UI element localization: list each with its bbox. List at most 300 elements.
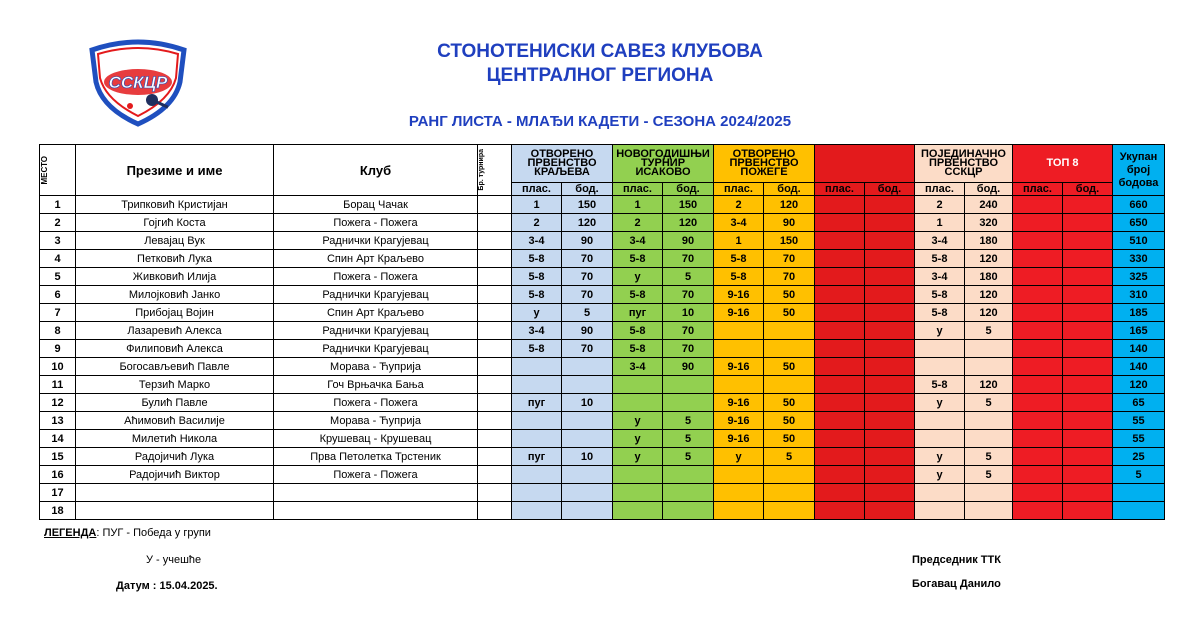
table-row	[40, 340, 1165, 358]
cell-result-place	[1013, 502, 1063, 520]
cell-result-place	[815, 412, 865, 430]
cell-result-place	[512, 484, 562, 502]
sub-place: плас.	[815, 183, 865, 196]
cell-result-place: у	[714, 448, 764, 466]
cell-result-place	[1013, 214, 1063, 232]
header-line2: ЦЕНТРАЛНОГ РЕГИОНА	[486, 65, 714, 86]
cell-result-place: 9-16	[714, 412, 764, 430]
cell-result-place	[815, 466, 865, 484]
cell-result-place: 5-8	[714, 268, 764, 286]
table-row	[40, 502, 1165, 520]
cell-place: 15	[40, 448, 76, 466]
cell-result-points: 5	[562, 304, 613, 322]
cell-result-points: 70	[562, 250, 613, 268]
cell-total: 25	[1113, 448, 1165, 466]
cell-club: Раднички Крагујевац	[274, 286, 478, 304]
cell-result-place	[613, 376, 663, 394]
table-row	[40, 232, 1165, 250]
cell-count	[478, 322, 512, 340]
cell-result-place	[613, 394, 663, 412]
cell-result-place: 9-16	[714, 430, 764, 448]
cell-result-points: 120	[562, 214, 613, 232]
cell-result-points	[562, 412, 613, 430]
cell-name: Милетић Никола	[76, 430, 274, 448]
cell-result-place: 3-4	[512, 232, 562, 250]
cell-count	[478, 268, 512, 286]
legend-line2: У - учешће	[146, 554, 202, 566]
cell-place: 4	[40, 250, 76, 268]
cell-result-points	[965, 484, 1013, 502]
cell-total: 185	[1113, 304, 1165, 322]
cell-result-place	[815, 214, 865, 232]
cell-total: 325	[1113, 268, 1165, 286]
cell-result-points	[1063, 214, 1113, 232]
cell-place: 11	[40, 376, 76, 394]
cell-result-points: 10	[562, 394, 613, 412]
cell-result-points	[663, 484, 714, 502]
cell-result-place: 2	[613, 214, 663, 232]
cell-result-points	[865, 268, 915, 286]
cell-result-place	[512, 412, 562, 430]
cell-result-points	[865, 412, 915, 430]
cell-result-place: 5-8	[915, 250, 965, 268]
cell-club: Морава - Ћуприја	[274, 358, 478, 376]
cell-result-points: 120	[965, 250, 1013, 268]
tournament-header-ssk: ПОЈЕДИНАЧНО ПРВЕНСТВО ССКЦР	[915, 145, 1013, 183]
tournament-header-empty	[815, 145, 915, 183]
cell-result-place: 5-8	[915, 304, 965, 322]
cell-result-place	[512, 430, 562, 448]
cell-name: Филиповић Алекса	[76, 340, 274, 358]
cell-club: Морава - Ћуприја	[274, 412, 478, 430]
cell-place: 16	[40, 466, 76, 484]
cell-result-points: 120	[764, 196, 815, 214]
cell-club: Пожега - Пожега	[274, 214, 478, 232]
cell-result-points	[1063, 502, 1113, 520]
cell-result-place	[815, 358, 865, 376]
cell-result-place	[1013, 232, 1063, 250]
cell-result-place	[915, 340, 965, 358]
cell-result-place	[915, 412, 965, 430]
cell-result-points: 5	[965, 322, 1013, 340]
cell-result-place: у	[512, 304, 562, 322]
cell-total: 55	[1113, 412, 1165, 430]
cell-result-place	[613, 502, 663, 520]
table-row	[40, 394, 1165, 412]
cell-result-points: 5	[764, 448, 815, 466]
cell-club: Пожега - Пожега	[274, 394, 478, 412]
cell-result-place: 5-8	[613, 286, 663, 304]
cell-result-points: 5	[663, 268, 714, 286]
cell-name: Трипковић Кристијан	[76, 196, 274, 214]
table-row	[40, 430, 1165, 448]
cell-result-points	[663, 376, 714, 394]
cell-result-points	[865, 214, 915, 232]
legend-pug: : ПУГ - Победа у групи	[96, 527, 211, 539]
cell-name: Лазаревић Алекса	[76, 322, 274, 340]
cell-result-place	[915, 484, 965, 502]
cell-result-place	[915, 358, 965, 376]
cell-result-points	[865, 286, 915, 304]
cell-result-place	[714, 502, 764, 520]
cell-name: Живковић Илија	[76, 268, 274, 286]
cell-name: Булић Павле	[76, 394, 274, 412]
cell-result-place: 1	[714, 232, 764, 250]
cell-club: Раднички Крагујевац	[274, 232, 478, 250]
cell-result-place	[815, 286, 865, 304]
cell-place: 9	[40, 340, 76, 358]
cell-club: Прва Петолетка Трстеник	[274, 448, 478, 466]
report-date: Датум : 15.04.2025.	[116, 580, 218, 592]
cell-result-place: 9-16	[714, 358, 764, 376]
cell-result-points: 90	[562, 322, 613, 340]
cell-club: Спин Арт Краљево	[274, 250, 478, 268]
col-total-header: Укупан број бодова	[1113, 145, 1165, 196]
cell-result-place: у	[915, 394, 965, 412]
cell-result-place	[815, 268, 865, 286]
cell-result-place	[714, 466, 764, 484]
cell-result-points: 5	[663, 448, 714, 466]
cell-result-points	[1063, 304, 1113, 322]
cell-result-place: у	[613, 268, 663, 286]
cell-result-place	[815, 448, 865, 466]
cell-result-place	[714, 376, 764, 394]
cell-place: 6	[40, 286, 76, 304]
cell-result-points	[1063, 484, 1113, 502]
cell-place: 8	[40, 322, 76, 340]
cell-result-place: у	[613, 412, 663, 430]
cell-count	[478, 412, 512, 430]
col-count-header: Бр. турнира	[478, 145, 512, 196]
cell-count	[478, 286, 512, 304]
cell-result-place: 3-4	[613, 232, 663, 250]
cell-result-points: 180	[965, 268, 1013, 286]
cell-result-points: 180	[965, 232, 1013, 250]
cell-result-points	[1063, 430, 1113, 448]
tournament-header-top8: ТОП 8	[1013, 145, 1113, 183]
cell-result-points	[965, 502, 1013, 520]
cell-place: 13	[40, 412, 76, 430]
cell-result-points: 150	[764, 232, 815, 250]
tournament-header-kraljevo: ОТВОРЕНО ПРВЕНСТВО КРАЉЕВА	[512, 145, 613, 183]
cell-result-points	[865, 376, 915, 394]
cell-result-place: 5-8	[915, 376, 965, 394]
cell-count	[478, 340, 512, 358]
cell-result-place: 5-8	[512, 340, 562, 358]
cell-total: 650	[1113, 214, 1165, 232]
cell-result-place: 5-8	[915, 286, 965, 304]
cell-result-points: 70	[663, 286, 714, 304]
cell-result-place	[1013, 448, 1063, 466]
cell-result-place	[1013, 322, 1063, 340]
cell-total: 660	[1113, 196, 1165, 214]
cell-result-place	[815, 340, 865, 358]
table-row	[40, 286, 1165, 304]
table-row	[40, 250, 1165, 268]
table-row	[40, 466, 1165, 484]
cell-result-place: 9-16	[714, 286, 764, 304]
cell-name: Богосављевић Павле	[76, 358, 274, 376]
cell-count	[478, 196, 512, 214]
cell-club: Гоч Врњачка Бања	[274, 376, 478, 394]
cell-total: 55	[1113, 430, 1165, 448]
cell-place: 5	[40, 268, 76, 286]
cell-result-points	[865, 304, 915, 322]
cell-result-points: 50	[764, 430, 815, 448]
cell-result-place: 5-8	[613, 322, 663, 340]
cell-name: Аћимовић Василије	[76, 412, 274, 430]
cell-result-points	[663, 502, 714, 520]
cell-result-points	[865, 322, 915, 340]
cell-result-points: 5	[663, 430, 714, 448]
cell-result-points	[1063, 448, 1113, 466]
svg-text:ССКЦР: ССКЦР	[108, 73, 168, 92]
cell-place: 14	[40, 430, 76, 448]
col-name-header: Презиме и име	[76, 145, 274, 196]
cell-result-points	[562, 466, 613, 484]
cell-result-place: 5-8	[512, 250, 562, 268]
cell-result-place: у	[915, 448, 965, 466]
header-line1: СТОНОТЕНИСКИ САВЕЗ КЛУБОВА	[437, 41, 763, 62]
cell-result-place	[714, 322, 764, 340]
cell-result-place: 9-16	[714, 304, 764, 322]
cell-result-place: 3-4	[613, 358, 663, 376]
cell-result-place	[1013, 430, 1063, 448]
cell-count	[478, 502, 512, 520]
cell-result-place	[815, 304, 865, 322]
cell-result-place	[1013, 268, 1063, 286]
ranking-table	[39, 144, 1165, 520]
cell-result-place	[613, 466, 663, 484]
cell-result-place: 1	[613, 196, 663, 214]
cell-result-points: 320	[965, 214, 1013, 232]
cell-result-points	[865, 484, 915, 502]
cell-result-points: 70	[764, 268, 815, 286]
cell-name: Милојковић Јанко	[76, 286, 274, 304]
tournament-header-pozega: ОТВОРЕНО ПРВЕНСТВО ПОЖЕГЕ	[714, 145, 815, 183]
cell-result-points	[1063, 232, 1113, 250]
cell-club: Крушевац - Крушевац	[274, 430, 478, 448]
cell-result-points: 150	[562, 196, 613, 214]
cell-result-points: 10	[562, 448, 613, 466]
cell-result-points: 120	[663, 214, 714, 232]
table-row	[40, 322, 1165, 340]
cell-result-place	[815, 232, 865, 250]
cell-result-points	[865, 340, 915, 358]
cell-result-place: 5-8	[613, 250, 663, 268]
cell-result-place	[1013, 466, 1063, 484]
sub-points: бод.	[764, 183, 815, 196]
cell-result-points: 10	[663, 304, 714, 322]
cell-result-points	[865, 358, 915, 376]
table-row	[40, 196, 1165, 214]
cell-result-place	[512, 358, 562, 376]
cell-result-points: 240	[965, 196, 1013, 214]
cell-result-points	[965, 412, 1013, 430]
cell-name: Радојичић Виктор	[76, 466, 274, 484]
cell-result-points	[764, 376, 815, 394]
ssk-logo	[82, 38, 194, 128]
cell-count	[478, 214, 512, 232]
cell-result-place	[815, 394, 865, 412]
cell-result-points: 5	[965, 466, 1013, 484]
cell-count	[478, 466, 512, 484]
cell-club: Раднички Крагујевац	[274, 340, 478, 358]
sub-place: плас.	[915, 183, 965, 196]
cell-result-points: 150	[663, 196, 714, 214]
cell-result-points	[562, 358, 613, 376]
cell-result-place: 9-16	[714, 394, 764, 412]
cell-total	[1113, 484, 1165, 502]
cell-result-place: 3-4	[915, 268, 965, 286]
cell-result-points: 90	[663, 358, 714, 376]
cell-result-points	[965, 358, 1013, 376]
cell-result-place	[815, 322, 865, 340]
cell-result-place: 5-8	[512, 286, 562, 304]
cell-result-place	[1013, 484, 1063, 502]
cell-result-points: 70	[562, 286, 613, 304]
cell-name: Прибојац Војин	[76, 304, 274, 322]
cell-result-points	[764, 502, 815, 520]
cell-result-points: 120	[965, 376, 1013, 394]
cell-result-place	[1013, 286, 1063, 304]
cell-count	[478, 304, 512, 322]
cell-result-place	[1013, 304, 1063, 322]
cell-result-points	[865, 466, 915, 484]
cell-result-points: 70	[562, 340, 613, 358]
cell-result-points	[562, 430, 613, 448]
cell-result-place: 2	[714, 196, 764, 214]
legend-line1	[44, 527, 211, 539]
cell-total: 140	[1113, 358, 1165, 376]
cell-count	[478, 448, 512, 466]
cell-result-points: 70	[663, 250, 714, 268]
cell-name: Петковић Лука	[76, 250, 274, 268]
cell-result-place: у	[613, 448, 663, 466]
sub-points: бод.	[965, 183, 1013, 196]
cell-result-points	[865, 196, 915, 214]
table-row	[40, 358, 1165, 376]
cell-result-points: 70	[562, 268, 613, 286]
cell-result-points: 70	[764, 250, 815, 268]
cell-result-points	[865, 430, 915, 448]
cell-name: Левајац Вук	[76, 232, 274, 250]
cell-name: Терзић Марко	[76, 376, 274, 394]
cell-place: 7	[40, 304, 76, 322]
cell-result-place: у	[613, 430, 663, 448]
cell-result-place	[815, 250, 865, 268]
cell-result-place: 2	[512, 214, 562, 232]
cell-count	[478, 430, 512, 448]
cell-result-points: 50	[764, 394, 815, 412]
cell-result-points	[1063, 196, 1113, 214]
cell-result-place	[815, 196, 865, 214]
cell-result-points	[865, 232, 915, 250]
cell-result-points	[562, 484, 613, 502]
cell-place: 3	[40, 232, 76, 250]
cell-count	[478, 250, 512, 268]
cell-total: 140	[1113, 340, 1165, 358]
cell-total: 510	[1113, 232, 1165, 250]
sub-points: бод.	[1063, 183, 1113, 196]
cell-result-points	[1063, 340, 1113, 358]
cell-place: 18	[40, 502, 76, 520]
cell-result-points	[1063, 286, 1113, 304]
table-row	[40, 412, 1165, 430]
table-row	[40, 304, 1165, 322]
cell-result-place	[714, 340, 764, 358]
cell-result-place	[915, 502, 965, 520]
cell-result-points: 5	[965, 448, 1013, 466]
cell-result-place: пуг	[512, 394, 562, 412]
cell-result-points: 90	[764, 214, 815, 232]
sub-points: бод.	[562, 183, 613, 196]
table-row	[40, 214, 1165, 232]
cell-club: Спин Арт Краљево	[274, 304, 478, 322]
cell-total: 65	[1113, 394, 1165, 412]
sub-place: плас.	[512, 183, 562, 196]
cell-result-points	[1063, 466, 1113, 484]
cell-result-place	[613, 484, 663, 502]
cell-result-place: 3-4	[714, 214, 764, 232]
cell-place: 10	[40, 358, 76, 376]
sub-points: бод.	[865, 183, 915, 196]
cell-result-points: 50	[764, 412, 815, 430]
cell-result-points	[865, 394, 915, 412]
cell-result-points	[1063, 412, 1113, 430]
sub-place: плас.	[1013, 183, 1063, 196]
cell-result-points: 5	[965, 394, 1013, 412]
cell-result-points	[1063, 322, 1113, 340]
cell-result-place: пуг	[512, 448, 562, 466]
cell-result-place	[815, 484, 865, 502]
cell-result-place	[815, 430, 865, 448]
cell-result-points	[663, 466, 714, 484]
signature-name: Богавац Данило	[912, 578, 1001, 590]
cell-result-points	[965, 430, 1013, 448]
cell-result-place: 2	[915, 196, 965, 214]
cell-result-points	[965, 340, 1013, 358]
cell-result-points: 50	[764, 286, 815, 304]
cell-result-place: 5-8	[613, 340, 663, 358]
page-subtitle: РАНГ ЛИСТА - МЛАЂИ КАДЕТИ - СЕЗОНА 2024/2025	[408, 113, 792, 130]
cell-result-place	[1013, 196, 1063, 214]
cell-result-place	[1013, 340, 1063, 358]
cell-result-place: пуг	[613, 304, 663, 322]
col-club-header: Клуб	[274, 145, 478, 196]
sub-points: бод.	[663, 183, 714, 196]
cell-place: 1	[40, 196, 76, 214]
cell-result-points: 90	[562, 232, 613, 250]
cell-result-place	[1013, 376, 1063, 394]
cell-result-points	[764, 340, 815, 358]
cell-result-points: 5	[663, 412, 714, 430]
cell-result-points: 120	[965, 304, 1013, 322]
cell-total: 5	[1113, 466, 1165, 484]
table-row	[40, 376, 1165, 394]
cell-club: Борац Чачак	[274, 196, 478, 214]
cell-result-place	[1013, 358, 1063, 376]
cell-result-points: 50	[764, 358, 815, 376]
tournament-header-isakovo: НОВОГОДИШЊИ ТУРНИР ИСАКОВО	[613, 145, 714, 183]
cell-result-place: 1	[512, 196, 562, 214]
cell-result-points	[764, 322, 815, 340]
cell-result-place: у	[915, 322, 965, 340]
cell-result-place	[1013, 394, 1063, 412]
cell-result-place: у	[915, 466, 965, 484]
cell-total	[1113, 502, 1165, 520]
cell-result-place	[512, 466, 562, 484]
